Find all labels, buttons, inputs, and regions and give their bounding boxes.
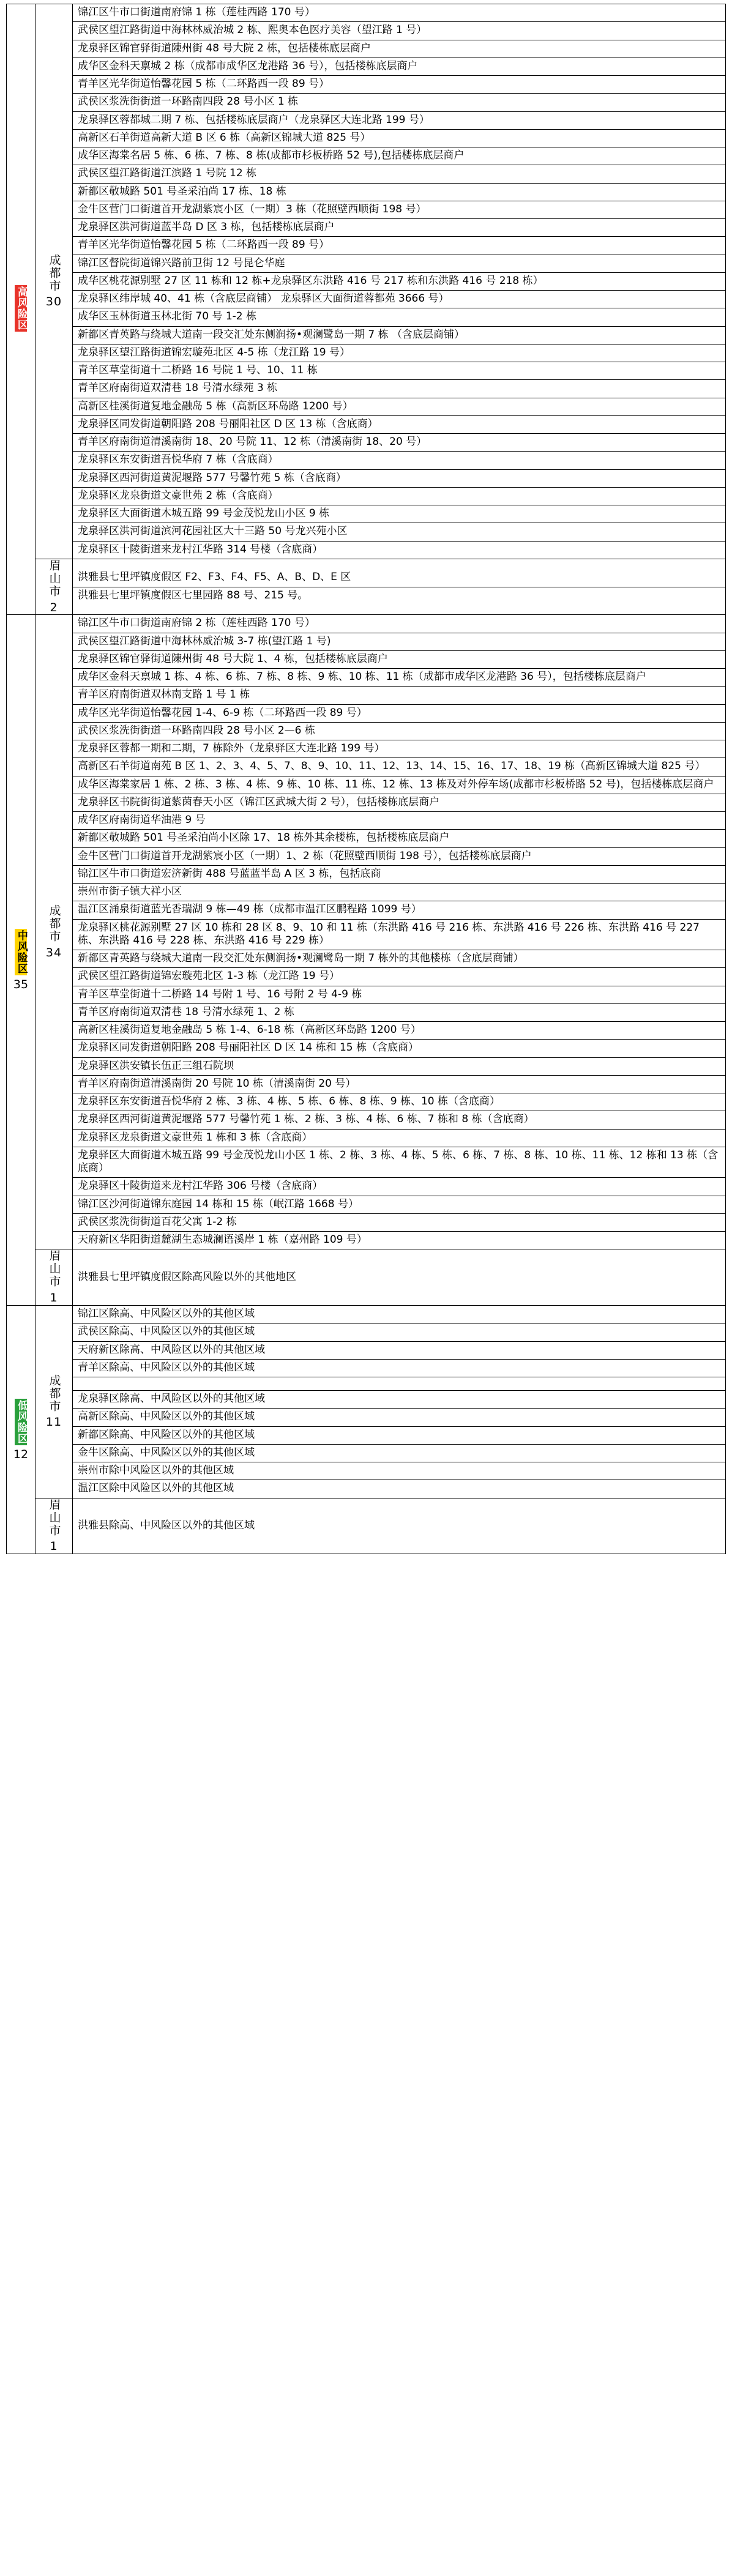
- list-item: 锦江区牛市口街道南府锦 2 栋（莲桂西路 170 号）: [73, 615, 725, 633]
- list-item: 龙泉驿区同发街道朝阳路 208 号丽阳社区 D 区 13 栋（含底商）: [73, 416, 725, 434]
- city-count: 1: [50, 1291, 58, 1305]
- area-list-mid-chengdu: [73, 615, 726, 1249]
- list-item: 金牛区营门口街道首开龙湖紫宸小区（一期）3 栋（花照壁西顺街 198 号）: [73, 201, 725, 219]
- city-count: 30: [45, 295, 62, 309]
- city-name: 成都市: [47, 1374, 61, 1413]
- list-item: 龙泉驿区龙泉街道文豪世苑 1 栋和 3 栋（含底商）: [73, 1130, 725, 1147]
- list-item: 洪雅县七里坪镇度假区 F2、F3、F4、F5、A、B、D、E 区: [73, 569, 725, 587]
- table-row-high-chengdu: [7, 4, 726, 559]
- list-item: 锦江区牛市口街道宏济新街 488 号蓝蓝半岛 A 区 3 栋，包括底商: [73, 866, 725, 884]
- risk-level-count: 12: [13, 1447, 29, 1461]
- city-name: 眉山市: [47, 1249, 61, 1289]
- list-item: 天府新区除高、中风险区以外的其他区域: [73, 1342, 725, 1360]
- list-item-blank: [73, 1377, 725, 1391]
- list-item: 武侯区浆洗街街道一环路南四段 28 号小区 1 栋: [73, 94, 725, 111]
- list-item: 锦江区除高、中风险区以外的其他区域: [73, 1306, 725, 1323]
- list-item: 崇州市除中风险区以外的其他区域: [73, 1462, 725, 1480]
- risk-level-cell-low: [7, 1306, 35, 1554]
- list-item: 高新区石羊街道南苑 B 区 1、2、3、4、5、7、8、9、10、11、12、13、14、15、16、17、18、19 栋（高新区锦城大道 825 号）: [73, 758, 725, 776]
- list-item: 高新区除高、中风险区以外的其他区域: [73, 1409, 725, 1426]
- list-item: 龙泉驿区十陵街道来龙村江华路 306 号楼（含底商）: [73, 1178, 725, 1196]
- list-item: 青羊区光华街道怡馨花园 5 栋（二环路西一段 89 号）: [73, 237, 725, 255]
- list-item: 龙泉驿区东安街道吾悦华府 2 栋、3 栋、4 栋、5 栋、6 栋、8 栋、9 栋、10 栋（含底商）: [73, 1093, 725, 1111]
- city-count: 2: [50, 600, 58, 614]
- city-count: 1: [50, 1539, 58, 1554]
- list-item: 武侯区望江路街道江滨路 1 号院 12 栋: [73, 165, 725, 183]
- list-item: 龙泉驿区西河街道黄泥堰路 577 号馨竹苑 1 栋、2 栋、3 栋、4 栋、6 栋、7 栋和 8 栋（含底商）: [73, 1111, 725, 1129]
- list-item: 武侯区浆洗街街道百花父寓 1-2 栋: [73, 1214, 725, 1232]
- list-item: 成华区海棠名居 5 栋、6 栋、7 栋、8 栋(成都市杉板桥路 52 号),包括楼栋底层商户: [73, 147, 725, 165]
- list-item: 青羊区府南街道清溪南街 20 号院 10 栋（清溪南街 20 号）: [73, 1076, 725, 1093]
- list-item: 锦江区督院街道锦兴路前卫街 12 号昆仑华庭: [73, 255, 725, 273]
- area-list-mid-meishan: [73, 1249, 726, 1306]
- table-row-mid-meishan: [7, 1249, 726, 1306]
- city-name: 眉山市: [47, 1498, 61, 1537]
- list-item: 青羊区草堂街道十二桥路 16 号院 1 号、10、11 栋: [73, 362, 725, 380]
- risk-area-table: [6, 4, 726, 1554]
- table-row-high-meishan: [7, 559, 726, 615]
- list-item: 成华区府南街道华油港 9 号: [73, 812, 725, 830]
- city-cell-chengdu-high: [35, 4, 73, 559]
- list-item: 金牛区除高、中风险区以外的其他区域: [73, 1445, 725, 1462]
- city-name: 成都市: [47, 253, 61, 292]
- list-item: 龙泉驿区纬岸城 40、41 栋（含底层商铺） 龙泉驿区大面街道蓉都苑 3666 号）: [73, 291, 725, 308]
- list-item: 新都区青英路与绕城大道南一段交汇处东侧润扬•观澜鹭岛一期 7 栋外的其他楼栋（含底层商铺）: [73, 950, 725, 968]
- list-item: 武侯区望江路街道中海林林威治城 3-7 栋(望江路 1 号): [73, 633, 725, 651]
- status-badge: 高风险区: [15, 286, 28, 330]
- list-item: 龙泉驿区龙泉街道文豪世苑 2 栋（含底商）: [73, 488, 725, 505]
- list-item: 成华区金科天禀城 2 栋（成都市成华区龙港路 36 号），包括楼栋底层商户: [73, 58, 725, 76]
- list-item: 龙泉驿区蓉都一期和二期，7 栋除外（龙泉驿区大连北路 199 号）: [73, 740, 725, 758]
- list-item: 成华区光华街道怡馨花园 1-4、6-9 栋（二环路西一段 89 号）: [73, 705, 725, 723]
- list-item: 洪雅县除高、中风险区以外的其他区域: [78, 1519, 255, 1532]
- list-item: 青羊区府南街道双林南支路 1 号 1 栋: [73, 687, 725, 704]
- table-row-low-meishan: [7, 1498, 726, 1554]
- city-cell-meishan-high: [35, 559, 73, 615]
- list-item: 温江区涌泉街道蓝光香瑞湖 9 栋—49 栋（成都市温江区鹏程路 1099 号）: [73, 901, 725, 919]
- list-item: 洪雅县七里坪镇度假区除高风险以外的其他地区: [78, 1270, 296, 1283]
- list-item: 龙泉驿区锦官驿街道陳州街 48 号大院 1、4 栋，包括楼栋底层商户: [73, 651, 725, 669]
- list-item: 龙泉驿区锦官驿街道陳州街 48 号大院 2 栋，包括楼栋底层商户: [73, 40, 725, 58]
- list-item: 青羊区府南街道双清巷 18 号清水绿苑 1、2 栋: [73, 1004, 725, 1022]
- status-badge: 中风险区: [15, 930, 28, 975]
- list-item: 新都区敬城路 501 号圣采泊尚小区除 17、18 栋外其余楼栋，包括楼栋底层商户: [73, 830, 725, 847]
- list-item: 天府新区华阳街道麓湖生态城澜语溪岸 1 栋（嘉州路 109 号）: [78, 1234, 367, 1246]
- list-item: 龙泉驿区洪河街道滨河花园社区大十三路 50 号龙兴苑小区: [73, 523, 725, 541]
- list-item: 高新区石羊街道高新大道 B 区 6 栋（高新区锦城大道 825 号）: [73, 130, 725, 147]
- list-item: 龙泉驿区同发街道朝阳路 208 号丽阳社区 D 区 14 栋和 15 栋（含底商）: [73, 1040, 725, 1057]
- list-item: 武侯区望江路街道锦宏璇苑北区 1-3 栋（龙江路 19 号）: [73, 968, 725, 986]
- list-item: 龙泉驿区望江路街道锦宏璇苑北区 4-5 栋（龙江路 19 号）: [73, 344, 725, 362]
- list-item: 龙泉驿区桃花源别墅 27 区 10 栋和 28 区 8、9、10 和 11 栋（东洪路 416 号 216 栋、东洪路 416 号 226 栋、东洪路 416 号 227 栋、东洪路 416 号 228 栋、东洪路 416 号 229 栋）: [73, 920, 725, 951]
- table-row-mid-chengdu: [7, 615, 726, 1249]
- list-item: 青羊区除高、中风险区以外的其他区域: [73, 1360, 725, 1377]
- list-item: 新都区除高、中风险区以外的其他区域: [73, 1427, 725, 1445]
- list-item: 龙泉驿区除高、中风险区以外的其他区域: [73, 1391, 725, 1409]
- city-count: 11: [45, 1415, 62, 1429]
- list-item: 龙泉驿区东安街道吾悦华府 7 栋（含底商）: [73, 452, 725, 469]
- list-item: 龙泉驿区洪安镇长伍正三组石院坝: [73, 1058, 725, 1076]
- list-item: 高新区桂溪街道复地金融岛 5 栋 1-4、6-18 栋（高新区环岛路 1200 号）: [73, 1022, 725, 1040]
- list-item: 金牛区营门口街道首开龙湖紫宸小区（一期）1、2 栋（花照壁西顺街 198 号），包括楼栋底层商户: [73, 848, 725, 866]
- risk-table-body: [7, 4, 726, 1554]
- list-item: 新都区敬城路 501 号圣采泊尚 17 栋、18 栋: [73, 184, 725, 201]
- list-item: 崇州市街子镇大祥小区: [73, 884, 725, 901]
- list-item: 龙泉驿区蓉都城二期 7 栋、包括楼栋底层商户（龙泉驿区大连北路 199 号）: [73, 112, 725, 130]
- area-list-low-chengdu: [73, 1306, 726, 1498]
- list-item: 成华区金科天禀城 1 栋、4 栋、6 栋、7 栋、8 栋、9 栋、10 栋、11 栋（成都市成华区龙港路 36 号），包括楼栋底层商户: [73, 669, 725, 687]
- list-item: 新都区青英路与绕城大道南一段交汇处东侧润扬•观澜鹭岛一期 7 栋 （含底层商铺）: [73, 327, 725, 344]
- city-cell-chengdu-mid: [35, 615, 73, 1249]
- list-item: 洪雅县七里坪镇度假区七里园路 88 号、215 号。: [78, 589, 308, 601]
- list-item: 青羊区光华街道怡馨花园 5 栋（二环路西一段 89 号）: [73, 76, 725, 94]
- list-item: 青羊区府南街道双清巷 18 号清水绿苑 3 栋: [73, 380, 725, 398]
- list-item: 锦江区牛市口街道南府锦 1 栋（莲桂西路 170 号）: [73, 4, 725, 22]
- list-item: 龙泉驿区西河街道黄泥堰路 577 号馨竹苑 5 栋（含底商）: [73, 470, 725, 488]
- risk-level-cell-mid: [7, 615, 35, 1306]
- list-item: 武侯区浆洗街街道一环路南四段 28 号小区 2—6 栋: [73, 723, 725, 740]
- list-item: 成华区海棠家居 1 栋、2 栋、3 栋、4 栋、9 栋、10 栋、11 栋、12 栋、13 栋及对外停车场(成都市杉板桥路 52 号)，包括楼栋底层商户: [73, 776, 725, 794]
- list-item: 青羊区府南街道清溪南街 18、20 号院 11、12 栋（清溪南街 18、20 号）: [73, 434, 725, 452]
- list-item: 温江区除中风险区以外的其他区域: [78, 1482, 234, 1495]
- area-list-high-meishan: [73, 559, 726, 615]
- status-badge: 低风险区: [15, 1399, 28, 1444]
- list-item: 高新区桂溪街道复地金融岛 5 栋（高新区环岛路 1200 号）: [73, 398, 725, 416]
- list-item: 武侯区望江路街道中海林林威治城 2 栋、熙奥本色医疗美容（望江路 1 号）: [73, 22, 725, 40]
- list-item: 锦江区沙河街道锦东庭园 14 栋和 15 栋（岷江路 1668 号）: [73, 1196, 725, 1214]
- city-cell-meishan-mid: [35, 1249, 73, 1306]
- table-row-low-chengdu: [7, 1306, 726, 1498]
- list-item: 龙泉驿区大面街道木城五路 99 号金茂悦龙山小区 1 栋、2 栋、3 栋、4 栋、5 栋、6 栋、7 栋、8 栋、10 栋、11 栋、12 栋和 13 栋（含底商）: [73, 1147, 725, 1178]
- risk-level-cell-high: [7, 4, 35, 615]
- list-item: 成华区玉林街道玉林北街 70 号 1-2 栋: [73, 308, 725, 326]
- list-item: 武侯区除高、中风险区以外的其他区域: [73, 1323, 725, 1341]
- list-item: 龙泉驿区十陵街道来龙村江华路 314 号楼（含底商）: [78, 543, 323, 556]
- area-list-low-meishan: [73, 1498, 726, 1554]
- city-name: 眉山市: [47, 559, 61, 598]
- city-count: 34: [45, 945, 62, 959]
- city-name: 成都市: [47, 904, 61, 944]
- risk-level-count: 35: [13, 978, 29, 992]
- list-item: 青羊区草堂街道十二桥路 14 号附 1 号、16 号附 2 号 4-9 栋: [73, 986, 725, 1004]
- city-cell-chengdu-low: [35, 1306, 73, 1498]
- list-item: 成华区桃花源别墅 27 区 11 栋和 12 栋+龙泉驿区东洪路 416 号 217 栋和东洪路 416 号 218 栋）: [73, 273, 725, 291]
- list-item: 龙泉驿区洪河街道蓝半岛 D 区 3 栋，包括楼栋底层商户: [73, 219, 725, 237]
- list-item: 龙泉驿区大面街道木城五路 99 号金茂悦龙山小区 9 栋: [73, 505, 725, 523]
- area-list-high-chengdu: [73, 4, 726, 559]
- city-cell-meishan-low: [35, 1498, 73, 1554]
- list-item: 龙泉驿区书院街街道紫茵春天小区（锦江区武城大街 2 号），包括楼栋底层商户: [73, 794, 725, 812]
